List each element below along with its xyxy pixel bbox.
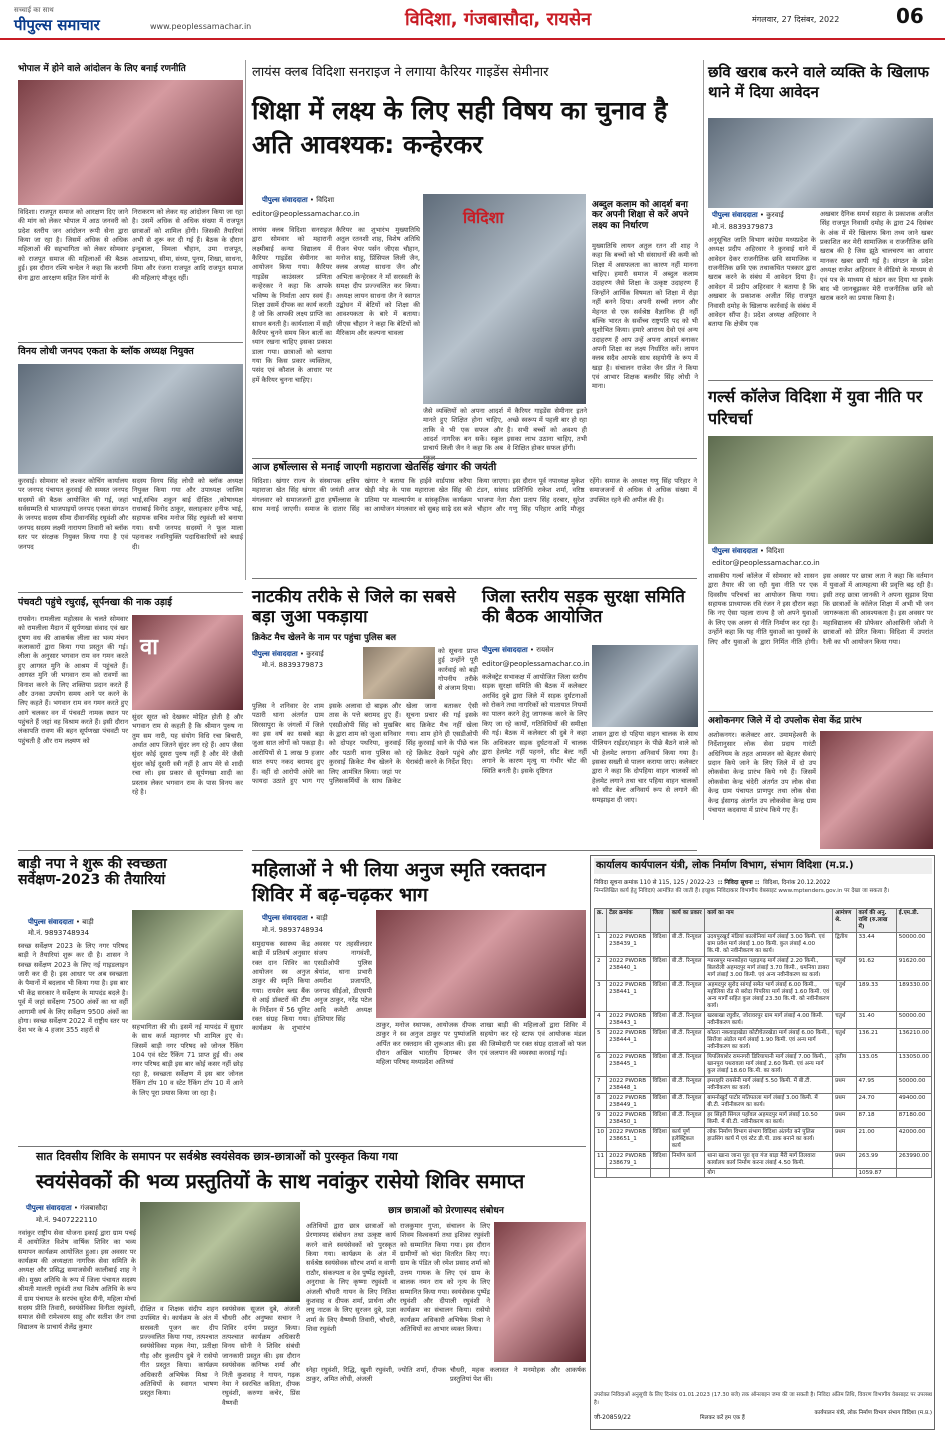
tender-cell: 2022 PWDRB 238440_1 — [607, 956, 650, 980]
byline-phone: मो.नं. 8839379873 — [712, 223, 774, 231]
text-blood-2: ठाकुर, मनोज स्थापक, आयोजक दीपक ठाकुर ने स्व अनुज ठाकुर पर पुष्पांजलि अर्पित कर रक्तदान की शुरूआत की। इस दौरान अखिल भारतीय दिगम्बर जैन महिला परिषद मध्यप्रदेश अतिथ्यां — [376, 1021, 476, 1067]
text-nss-3: स्वयंसेवक सूजल दुबे, अंजली चौधरी और अनुष्का सचान ने शिविर दर्पण प्रस्तुत किया। तत्पश्चात कार्यक्रम अधिकारी विनय सोनी ने शिविर संबंधी जानकारी प्रस्तुत की। इस दौरान स्वयंसेवक कनिष्क शर्मा और निती कुशवाह ने गायन, गढ़क नेमा ने स्वरचित कविता, दीपक रघुवंशी, करुणा कचेर, प्रिंस वैष्णवी — [222, 1305, 300, 1407]
tender-cell: प्रथम — [833, 1151, 856, 1168]
tender-cell: तृतीय — [833, 1052, 856, 1076]
tender-row — [595, 932, 932, 956]
text-road-2: शासन द्वारा दो पहिया वाहन चालक के साथ पीलियन राईडर/वाहन के पीछे बैठने वाले को भी हेलमेट लगाना अनिवार्य किया गया है। इसका सख्ती से पालन कराया जाए। कलेक्टर द्वारा ने कहा कि दोपहिया वाहन चालकों को हेलमेट लगाने तथा चार पहिया वाहन चालकों को सीट बेल्ट अनिवार्य रूप से लगाने की समझाइश दी जाए। — [592, 730, 698, 804]
tender-cell: विदिशा — [650, 932, 669, 956]
tender-cell: विदिशा — [650, 1076, 669, 1093]
tender-header-cell: ई.एम.डी. — [896, 909, 931, 933]
tender-cell: 2022 PWDRB 238439_1 — [607, 932, 650, 956]
tender-row — [595, 1052, 932, 1076]
text-nss-5: राजकुमार गुप्ता, संचालन के लिए शिवम विश्वकर्मा तथा इशिका रघुवंशी को सम्मानित किया गया। इस दौरान ग्रामीणों को चंदा वितरित किए गए। ग्राम के पंडित जी रमेश प्रसाद शर्मा को उत्तम गायक के लिए एवं ग्राम के बालक नमन राय को नृत्य के लिए सम्मानित किया गया। स्वयंसेवक पुष्पेंद्र रघुवंशी और दीपाली रघुवंशी ने कार्यक्रम का संचालन किया। रासेयो कार्यक्रम अधिकारी अभिषेक मिश्रा ने अतिथियों का आभार व्यक्त किया। — [400, 1222, 490, 1333]
tender-cell: 1059.87 — [856, 1168, 896, 1178]
photo-girls-college — [708, 436, 933, 544]
tender-cell: लोक निर्माण विभाग संभाग विदिशा अंतर्गत बने पुलिस हाउसिंग कार्य में एवं स्टेट डी.पी. डाक बनाने का कार्य। — [705, 1127, 833, 1151]
subhead-lions-kalam: अब्दुल कलाम को आदर्श बना कर अपनी शिक्षा से करें अपने लक्ष्य का निर्धारण — [592, 200, 689, 231]
tender-cell: 47.95 — [856, 1076, 896, 1093]
tender-header-cell: जिला — [650, 909, 669, 933]
text-nss-names1: स्नेहा रघुवंशी, रिद्धि, खुशी रघुवंशी, ज्योति शर्मा, दीपक ठाकुर, अमित लोधी, अंजली — [306, 1366, 446, 1384]
photo-road-meeting — [592, 645, 698, 727]
divider — [18, 342, 243, 343]
tender-row — [595, 1028, 932, 1052]
tender-cell: बी.टी. रिन्यूवल — [669, 980, 704, 1011]
tender-cell: चतुर्थ — [833, 980, 856, 1011]
tender-cell: 2022 PWDRB 238448_1 — [607, 1076, 650, 1093]
byline-road: पीपुल्स संवाददाता • रायसेन — [482, 646, 554, 654]
byline-email[interactable]: editor@peoplessamachar.co.in — [252, 210, 360, 218]
tender-cell: थाना खाना जाना पूरा वृत्त गंज बाड़ा मैरी मार्ग तिलवारा कार्यालय कार्य निर्माण करना लंबाई 4.50 किमी. — [705, 1151, 833, 1168]
tender-cell — [896, 1168, 931, 1178]
page-number: 06 — [896, 4, 924, 28]
tender-header-cell: क्र. — [595, 909, 607, 933]
tender-cell: 133050.00 — [896, 1052, 931, 1076]
divider — [18, 1146, 586, 1147]
tender-cell: 136210.00 — [896, 1028, 931, 1052]
byline-name: पीपुल्स संवाददाता — [712, 547, 758, 555]
tender-cell: 2022 PWDRB 238441_1 — [607, 980, 650, 1011]
tender-cell: बी.टी. रिन्यूवल — [669, 1076, 704, 1093]
tender-cell: 189330.00 — [896, 980, 931, 1011]
byline-name: पीपुल्स संवाददाता — [252, 650, 298, 658]
byline-name: पीपुल्स संवाददाता — [262, 914, 308, 922]
text-lions-2: कैरियर का शुभारंभ मुख्यातिथि अतुल रतनशी शाह, विशेष अतिथि रीजन चेयर पर्सन जीएस चौहान, मनोज साहू, प्रिंसिपल लिली जैन, क्लब अध्यक्ष साधना जैन और अभिता कन्हेरकर ने माँ सरस्वती के समक्ष दीप प्रज्ज्वलित कर किया। अध्यक्ष लायन साधना जैन ने स्वागत उद्बोधन में बेटियों को शिक्षा की आवश्यकता के बारे में बताया। जीएस चौहान ने कहा कि बेटियों को मैरिकाम और कल्पना चावला — [336, 226, 420, 337]
photo-ashok — [820, 731, 933, 849]
tender-code: जी-20859/22 — [594, 1414, 631, 1421]
tender-cell: विदिशा — [650, 1093, 669, 1110]
tender-cell: प्रथम — [833, 1076, 856, 1093]
logo-tagline: सच्चाई का साथ — [14, 6, 54, 14]
tender-body — [595, 932, 932, 1178]
photo-complaint — [708, 118, 933, 208]
kicker-lions: लायंस क्लब विदिशा सनराइज ने लगाया कैरियर गाइडेंस सेमीनार — [252, 65, 549, 80]
tender-cell: 136.21 — [856, 1028, 896, 1052]
divider — [18, 850, 243, 851]
text-khangar: विदिशा। खंगार राज्य के संस्थापक क्षत्रिय महाराजा खेत सिंह खंगार की जयंती आज मंगलवार को समाजजनों द्वारा हर्षोल्लास के साथ मनाई जाएगी। समाज के दातार सिंह खंगार ने बताया कि हाईवे वार्डपास करैया खेड़ी मोड़ के पास महाराजा खेत सिंह की प्रतिमा पर माल्यार्पण व सांस्कृतिक कार्यक्रम का आयोजन मंगलवार को सुबह साढ़े दस बजे किया जाएगा। इस दौरान पूर्व नपाध्यक्ष मुकेश टंडन, सांसद प्रतिनिधि राकेश शर्मा, वरिष्ठ भाजपा नेता शैला प्रताप सिंह दरबार, सुरेश चौहान और गणु सिंह परिहार आदि मौजूद रहेंगे। समाज के अध्यक्ष गणु सिंह परिहार ने समाजजनों से अधिक से अधिक संख्या में उपस्थित रहने की अपील की है। — [252, 477, 697, 514]
tender-cell: 50000.00 — [896, 932, 931, 956]
tender-cell: 31.40 — [856, 1011, 896, 1028]
headline-lions[interactable]: शिक्षा में लक्ष्य के लिए सही विषय का चुनाव है अति आवश्यक: कन्हेरकर — [252, 96, 668, 159]
tender-row — [595, 1093, 932, 1110]
tender-cell: बी.टी. रिन्यूवल — [669, 932, 704, 956]
divider — [252, 850, 697, 851]
tender-cell: 4 — [595, 1011, 607, 1028]
tender-cell: विदिशा — [650, 1028, 669, 1052]
text-girls: शासकीय गर्ल्स कॉलेज में सोमवार को शासन द्वारा तैयार की जा रही युवा नीति पर एक दिवसीय परिचर्चा का आयोजन किया गया। सहायक प्राध्यापक रवि रंजन ने इस दौरान कहा कि नए ऐसा पहला राज्य है जो अपने युवाओं के लिए एक अलग से नीति निर्माण कर रहा है। उन्होंने कहा कि यह नीति युवाओं का युवकों के लिए और युवाओं के द्वारा निर्मित नीति होगी। इस अवसर पर छात्रा लता ने कहा कि वर्तमान में युवाओं में आत्महत्या की प्रवृत्ति बढ़ रही है। इसी तरह छात्रा जानकी ने अपना सुझाव दिया कि छात्राओं के कॉलेज शिक्षा में अभी भी जन जागरूकता की आवश्यकता है। इस अवसर पर महाविद्यालय की प्रोफेसर ओआसिनी जोशी ने छात्राओं को प्रेरित किया। विदिशा में उपरांत रैली का भी आयोजन किया गया। — [708, 572, 933, 646]
byline-name: पीपुल्स संवाददाता — [26, 1204, 72, 1212]
tender-cell: विदिशा — [650, 1127, 669, 1151]
photo-gamble — [363, 647, 435, 699]
tender-cell: बी.टी. रिन्यूवल — [669, 1028, 704, 1052]
headline-gamble[interactable]: नाटकीय तरीके से जिले का सबसे बड़ा जुआ पकड़ाया — [252, 587, 456, 627]
text-cleanliness-2: सहभागिता की थी। इसमें नई मापदंड में सुधार के साथ कर्ज महानगर भी शामिल हुए थे। जिसमें बाड़ी नगर परिषद को जोनल रैंकिंग 104 एवं स्टेट रैंकिंग 71 प्राप्त हुई थी। अब नगर परिषद बाड़ी इस बार कोई कसर नहीं छोड़ रहा है, स्वच्छता सर्वेक्षण में इस बार जोनल रैंकिंग टॉप 10 व स्टेट रैंकिंग टॉप 10 में आने के लिए पूरा प्रयास किया जा रहा है। — [132, 1023, 243, 1097]
kicker-nss: सात दिवसीय शिविर के समापन पर सर्वश्रेष्ठ स्वयंसेवक छात्र-छात्राओं को पुरस्कृत किया गया — [36, 1150, 398, 1163]
tender-row — [595, 1168, 932, 1178]
tender-cell: प्रथम — [833, 1127, 856, 1151]
tender-cell — [595, 1168, 607, 1178]
byline-place: बाड़ी — [82, 918, 94, 926]
tender-cell: विदिशा — [650, 1151, 669, 1168]
divider — [252, 458, 697, 459]
tender-table-wrap — [594, 908, 932, 1178]
tender-cell: 10 — [595, 1127, 607, 1151]
tender-cell: 2022 PWDRB 238444_1 — [607, 1028, 650, 1052]
divider — [708, 711, 933, 712]
tender-cell: 189.33 — [856, 980, 896, 1011]
tender-cell — [607, 1168, 650, 1178]
headline-cleanliness[interactable]: बाड़ी नपा ने शुरू की स्वच्छता सर्वेक्षण-2023 की तैयारियां — [18, 856, 167, 889]
tender-cell: 2022 PWDRB 238445_1 — [607, 1052, 650, 1076]
photo-ramlila-text: वा — [140, 635, 158, 660]
text-lions-1: लायंस क्लब विदिशा सनराइज द्वारा सोमवार को महारानी लक्ष्मीबाई कन्या विद्यालय में कैरियर गाइडेंस सेमीनार का आयोजन किया गया। कैरियर गाइडेंस काउंसलर प्रणिता कन्हेरकर ने कहा कि आपके भविष्य के निर्माता आप स्वयं हैं। शिक्षा उसमें दीपक का कार्य करती है जो कि आपकी लक्ष्य प्राप्ति का साधन बनती है। कार्यशाला में सही कैरियर चुनने समय किन बातों का ध्यान रखना चाहिए इसका प्रकाश डाला गया। छात्राओं को बताया गया कि किस प्रकार व्यक्तित्व, पसंद एवं कौशल के आधार पर हमें कैरियर चुनना चाहिए। — [252, 226, 332, 384]
tender-cell: विदिशा — [650, 1052, 669, 1076]
byline-name: पीपुल्स संवाददाता — [482, 646, 528, 654]
tender-row — [595, 956, 932, 980]
tender-cell: बी.टी. रिन्यूवल — [669, 1052, 704, 1076]
byline-nss: पीपुल्स संवाददाता • गंजबासौदा — [26, 1204, 108, 1212]
byline-cleanliness: पीपुल्स संवाददाता • बाड़ी — [28, 918, 94, 926]
byline-phone: मो.नं. 9407222110 — [36, 1216, 98, 1224]
tender-cell: 6 — [595, 1052, 607, 1076]
tender-cell: चतुर्थ — [833, 1028, 856, 1052]
byline-place: गंजबासौदा — [80, 1204, 108, 1212]
photo-cleaning — [132, 910, 243, 1020]
tender-title: कार्यालय कार्यपालन यंत्री, लोक निर्माण विभाग, संभाग विदिशा (म.प्र.) — [594, 858, 932, 874]
photo-seminar-stage — [423, 194, 586, 404]
tender-cell: निर्माण कार्य — [669, 1151, 704, 1168]
tender-cell: हर सिंहरी सिंगल पहाँवल अहमदपुर मार्ग लंबाई 10.50 किमी. में बी.टी. नवीनीकरण का कार्य। — [705, 1110, 833, 1127]
tender-cell: 24.70 — [856, 1093, 896, 1110]
tender-cell: प्रथम — [833, 1110, 856, 1127]
tender-cell — [833, 1168, 856, 1178]
tender-cell: 2022 PWDRB 238443_1 — [607, 1011, 650, 1028]
text-blood-3: शाखा बाड़ी की महिलाओं द्वारा शिविर में सहयोग कर रहे स्टाफ एवं आयोजक मंडल की जिम्मेदारी पर रक्त संग्रह दाताओं को फल एवं जलपान की व्यवस्था करवाई गई। — [480, 1021, 586, 1058]
tender-cell: 2022 PWDRB 238450_1 — [607, 1110, 650, 1127]
headline-nss[interactable]: स्वयंसेवकों की भव्य प्रस्तुतियों के साथ नवांकुर रासेयो शिविर समाप्त — [36, 1169, 525, 1193]
tender-cell: 2022 PWDRB 238449_1 — [607, 1093, 650, 1110]
byline-phone: मो.नं. 9893748934 — [28, 929, 90, 937]
text-blood-1: समुदायक स्वास्थ्य केंद्र बाड़ी में प्रतिवर्ष अनुसार रक्त दान शिविर का आयोजन स्व अनुज ठाकुर की स्मृति किया गया। रायसेन ब्लड बैंक से आई डॉक्टरों की टीम के निर्देशन में 56 यूनिट रक्त संग्रह किया गया। कार्यक्रम के शुभारंभ अवसर पर तहसीलदार संजय नागवंशी, एसडीओपी पुलिस श्रेयांश, थाना प्रभारी अमरीश प्रजापति, जनपद सीईओ, डीएसपी अनुज ठाकुर, नरेंद्र पटेल आदि कमेटी अध्यक्ष होशियार सिंह — [252, 940, 372, 1033]
tender-cell: बी.टी. रिन्यूवल — [669, 1011, 704, 1028]
tender-cell: 33.44 — [856, 932, 896, 956]
photo-jandpad-members — [18, 364, 243, 474]
divider — [708, 380, 933, 381]
subhead-nss: छात्र छात्राओं को प्रेरणास्पद संबोधन — [388, 1206, 504, 1216]
divider — [18, 592, 243, 593]
tender-cell: 263.99 — [856, 1151, 896, 1168]
photo-nss-camp — [140, 1202, 300, 1302]
text-protest-2: निराकरण को लेकर यह आंदोलन किया जा रहा है। उसमें अधिक से अधिक संख्या में राजपूत छात्राओं को शामिल होंगी। जिसकी तैयारियां अभी से शुरू कर दी गई हैं। बैठक के दौरान इन्दुबाला, विमला चौहान, उमा राजपूत, आशाप्रभा, सीमा, संध्या, पूनम, शिखा, साधना, विमा और रंजना राजपूत आदि राजपूत समाज की महिलाएं मौजूद रहीं। — [132, 208, 243, 282]
tender-header-cell: टेंडर क्रमांक — [607, 909, 650, 933]
tender-cell: 5 — [595, 1028, 607, 1052]
photo-seminar-banner: विदिशा — [463, 208, 504, 227]
tender-table — [594, 908, 932, 1178]
tender-slogan: मिलकर करें हम एक हैं — [700, 1415, 745, 1421]
tender-row — [595, 1151, 932, 1168]
headline-ashok[interactable]: अशोकनगर जिले में दो उपलोक सेवा केंद्र प्रारंभ — [708, 716, 862, 726]
tender-cell — [669, 1168, 704, 1178]
text-lions-3: जैसे व्यक्तियों को अपना आदर्श मानते हुए शिक्षित होना चाहिए, ताकि वे भी एक सफल और आदर्श नागरिक बन सकें। स्कूल प्राचार्य लिली जैन ने कहा कि अब — [423, 407, 503, 453]
byline-place: रायसेन — [536, 646, 554, 654]
text-complaint-1: अनुसूचित जाति विभाग कांग्रेस मध्यप्रदेश के अध्यक्ष प्रदीप अहिरवार ने कुरवाई थाने में आवेदन देकर राजनीतिक छवि सामाजिक व राजनीतिक छवि एक तथाकथित पत्रकार द्वारा खराब करने के संबंध में आवेदन दिया है। आवेदन में प्रदीप अहिरवार ने बताया है कि अखबार के प्रकाशक अजीत सिंह राजपूत निवासी दमोह के खिलाफ कार्रवाई के संबंध में आवेदन सौंपा है। प्रदेश अध्यक्ष अहिरवार ने बताया कि क्षेत्रीय एक — [708, 236, 816, 329]
tender-cell: 49400.00 — [896, 1093, 931, 1110]
headline-road[interactable]: जिला स्तरीय सड़क सुरक्षा समिति की बैठक आयोजित — [482, 587, 685, 627]
tender-cell: अहमदपुर सुरोद सांगई समेत भार्ग लंबाई 6.00 किमी., महोलिया रोड से बरोदा पिपरिया मार्ग लंबाई 1.60 किमी. एवं अन्य मार्गों सहित कुल लंबाई 23.30 कि.मी. को नवीनीकरण कार्य। — [705, 980, 833, 1011]
tender-cell: बी.टी. रिन्यूवल — [669, 956, 704, 980]
tender-cell: 91620.00 — [896, 956, 931, 980]
tender-cell: इमराहरि रायसेनी मार्ग लंबाई 5.50 किमी. में बी.टी. नवीनीकरण का कार्य। — [705, 1076, 833, 1093]
tender-cell: 11 — [595, 1151, 607, 1168]
tender-cell: विदिशा — [650, 1011, 669, 1028]
byline-name: पीपुल्स संवाददाता — [262, 196, 308, 204]
tender-cell: 1 — [595, 932, 607, 956]
tender-cell: कार्य पूर्ण इलेक्ट्रिकल कार्य — [669, 1127, 704, 1151]
tender-header-cell: आमंत्रण श्रे. — [833, 909, 856, 933]
byline-email[interactable]: editor@peoplessamachar.co.in — [482, 660, 590, 668]
tender-cell: बी.टी. रिन्यूवल — [669, 1110, 704, 1127]
tender-cell: 50000.00 — [896, 1011, 931, 1028]
tender-row — [595, 1076, 932, 1093]
text-nss-4: अतिथियों द्वारा छात्र छात्राओं को प्रेरणास्पद संबोधन तथा उत्कृष्ट कार्य करने वाले स्वयंसेवकों को पुरस्कृत किया गया। कार्यक्रम के अंत में सर्वश्रेष्ठ स्वयंसेवक सौरभ शर्मा व वाणी राठौर, संकल्पता व देव पुष्पेंद्र रघुवंशी, अनुराधा के लिए कृष्णा रघुवंशी व अंजली चौधरी गायन के लिए नितिश कुशवाह व दीपक शर्मा, प्रार्थना और लघु नाटक के लिए सुरजन दुबे, प्रज्ञा शर्मा के लिए वैष्णवी तिवारी, चौधरी, शिवा रघुवंशी — [306, 1222, 396, 1333]
byline-name: पीपुल्स संवाददाता — [712, 211, 758, 219]
tender-intro: निम्नलिखित कार्य हेतु निविदाएं आमंत्रित की जाती हैं। इच्छुक निविदाकार विभागीय वेबसाइट www.mptenders.gov.in पर देखा जा सकता है। — [594, 888, 890, 894]
tender-cell: बामनोखुर्द पाटोर मतिपतला मार्ग लंबाई 3.00 किमी. में बी.टी. नवीनीकरण का कार्य। — [705, 1093, 833, 1110]
text-gamble-2: को सूचना प्राप्त हुई उन्होंने पूरी कार्रवाई को बड़ी गोपनीय तरीके से अंजाम दिया। — [438, 647, 478, 693]
tender-cell: ग्यारसपुर मानकोहरा पहाड़गढ़ मार्ग लंबाई 2.20 किमी., बिलरोली अहमदपुर मार्ग लंबाई 3.70 किमी., धमनिया डाबरा मार्ग लंबाई 3.00 किमी. एवं अन्य नवीनीकरण का कार्य। — [705, 956, 833, 980]
text-surpanakha-1: रायसेन। रामलीला महोत्सव के चलते सोमवार को रामलीला मैदान में सूर्पणखा संवाद एवं खर दूषण वध की आकर्षक लीला का भव्य मंचन कलाकारों द्वारा किया गया प्रस्तुत की गई। लीला के अनुसार भगवान राम वन गमन करते हुए आगस्त मुनि के आश्रम में पहुंचते हैं। आगस्त मुनि जी भगवान राम को रावणों का विनाश करने के लिए शक्तिया प्रदान करते हैं और उनका उपयोग समय आने पर करने के लिए कहते हैं। भगवान राम वन गमन करते हुए आगे चलकर वन में पंचवटी नामक स्थान पर पहुंचते हैं जहां वह विश्राम करते हैं। इसी दौरान लंकापति रावण की बहन सूर्पणखा पंचवटी पर पहुंचती है और राम लक्ष्मण को — [18, 615, 128, 745]
headline-complaint[interactable]: छवि खराब करने वाले व्यक्ति के खिलाफ थाने में दिया आवेदन — [708, 63, 929, 102]
byline-girls: पीपुल्स संवाददाता • विदिशा — [712, 547, 785, 555]
tender-cell: खरबाखा रघुवीर, जोरावरपुर ग्राम मार्ग लंबाई 4.00 किमी. नवीनीकरण कार्य। — [705, 1011, 833, 1028]
tender-notice-label: :: निविदा सूचना :: — [717, 880, 760, 886]
photo-blood-donation — [376, 910, 586, 1018]
photo-nss-award — [494, 1222, 586, 1362]
tender-notice-line — [594, 878, 932, 886]
tender-cell: कोठरा नकवाड़ाखेडा कोटीचेतरखेडा मार्ग लंबाई 6.00 किमी., सिरोंजा अंडोल मार्ग लंबाई 1.90 किमी. एवं अन्य मार्ग नवीनीकरण का कार्य। — [705, 1028, 833, 1052]
website-url[interactable]: www.peoplessamachar.in — [150, 22, 252, 31]
text-protest-1: विदिशा। राजपूत समाज को आरक्षण दिए जाने की मांग को लेकर भोपाल में आठ जनवरी को प्रदेश स्तरीय जन आंदोलन रूपी सेना द्वारा किया जा रहा है। जिसमें अधिक से अधिक महिलाओं की सहभागिता को लेकर सोमवार को राजपूत समाज की महिलाओं की बैठक हुई। इस दौरान रश्मि चन्देल ने कहा कि करणी सेना द्वारा आरक्षण सहित जिन मांगों के — [18, 208, 128, 282]
tender-cell: विदिशा — [650, 956, 669, 980]
tender-cell: 42000.00 — [896, 1127, 931, 1151]
byline-phone: मो.नं. 8839379873 — [262, 661, 324, 669]
text-ashok: अशोकनगर। कलेक्टर आर. उमामहेश्वरी के निर्देशानुसार लोक सेवा प्रदाय गारंटी अधिनियम के तहत आमजन को बेहतर सेवाएं प्रदान किये जाने के लिए जिले में दो उप लोकसेवा केन्द्र प्रारंभ किये गये हैं। जिसमें लोकसेवा केन्द्र चंदेरी अंतर्गत उप लोक सेवा केन्द्र ग्राम पंचायत प्राणपुर तथा लोक सेवा केन्द्र ईसागढ़ अंतर्गत उप लोकसेवा केन्द्र ग्राम पंचायत कदवाया में प्रारंभ किये गए हैं। — [708, 731, 816, 814]
subhead-gamble: क्रिकेट मैच खेलने के नाम पर पहुंचा पुलिस बल — [252, 633, 397, 643]
tender-cell: 9 — [595, 1110, 607, 1127]
tender-cell: चतुर्थ — [833, 956, 856, 980]
tender-notice-date: विदिशा, दिनांक 20.12.2022 — [763, 880, 831, 886]
byline-place: कुरवाई — [766, 211, 784, 219]
tender-row — [595, 1127, 932, 1151]
tender-cell: विदिशा — [650, 1110, 669, 1127]
tender-notice-number: निविदा सूचना क्रमांक 110 से 115, 125 / 2022-23 — [594, 880, 715, 886]
byline-name: पीपुल्स संवाददाता — [28, 918, 74, 926]
photo-ramlila — [132, 615, 243, 710]
tender-cell: 50000.00 — [896, 1076, 931, 1093]
tender-cell: प्रथम — [833, 1093, 856, 1110]
byline-place: बाड़ी — [316, 914, 328, 922]
text-complaint-2: अखबार दैनिक समर्थ सहारा के प्रकाशक अजीत सिंह राजपूत निवासी दमोह के द्वारा 24 दिसंबर के अंक में मेरे खिलाफ बिना तथ्य जाने खबर प्रकाशित कर मेरी सामाजिक व राजनीतिक छवि खराब की है जिस झूठे चालचरण का आधार मानकर खबर छापी गई है। संगठन के प्रदेश अध्यक्ष राजेश अहिरवार ने वीडियो के माध्यम से एवं पत्र के माध्यम से खंडन कर दिया था इसके बाद भी जानबूझकर मेरी राजनीतिक छवि को खराब करने का प्रयास किया है। — [820, 210, 933, 303]
tender-row — [595, 980, 932, 1011]
text-lions-4: में कैरियर गाइडेंस सेमीनार इतने अच्छे स्वरूप में पहली बार हो रहा है। सभी बच्चों को अवश्य ही इसका लाभ उठाना चाहिए, तभी वे शिक्षित होकर सफल होंगी। — [507, 407, 587, 453]
tender-cell: विदिशा — [650, 980, 669, 1011]
byline-place: विदिशा — [766, 547, 785, 555]
tender-cell — [650, 1168, 669, 1178]
tender-cell: योग — [705, 1168, 833, 1178]
byline-blood: पीपुल्स संवाददाता • बाड़ी — [262, 914, 328, 922]
tender-row — [595, 1011, 932, 1028]
tender-header-cell: कार्य की अनु. राशि (रु.लाख में) — [856, 909, 896, 933]
tender-cell: बी.टी. रिन्यूवल — [669, 1093, 704, 1110]
byline-complaint: पीपुल्स संवाददाता • कुरवाई — [712, 211, 784, 219]
tender-cell: 3 — [595, 980, 607, 1011]
issue-date: मंगलवार, 27 दिसंबर, 2022 — [752, 15, 840, 24]
text-vinay-2: सदस्य विनय सिंह लोधी को ब्लॉक अध्यक्ष नियुक्त किया गया और उपाध्यक्ष जालिम भाई,सचिव शकुन बाई दीक्षित ,कोषाध्यक्ष राधाबाई विनोद ठाकुर, सलाहकार हनीफ भाई, सहायक सचिव मनोज सिंह रघुवंशी को बनाया गया। सभी जनपद सदस्यों ने फूल माला पहनाकर नवनियुक्ति पदाधिकारियों को बधाई दी। — [132, 477, 243, 551]
tender-cell: 263990.00 — [896, 1151, 931, 1168]
tender-cell: द्वितीय — [833, 932, 856, 956]
byline-gamble: पीपुल्स संवाददाता • कुरवाई — [252, 650, 324, 658]
tender-header-cell: कार्य का प्रकार — [669, 909, 704, 933]
text-lions-side: मुख्यातिथि लायन अतुल रतन शी शाह ने कहा कि बच्चों को भी संसाधनों की कमी को शिक्षा में असफलता का कारण नहीं मानना चाहिए। हमारी समाज में अब्दुल कलाम उदाहरण जैसे शिक्षा के उत्कृष्ट उदाहरण हैं जिन्होंने आर्थिक विषमता को शिक्षा में रोड़ा नहीं बनने दिया। अपनी सच्ची लगन और मेहनत से एक सर्वश्रेष्ठ वैज्ञानिक ही नहीं बल्कि भारत के सर्वोच्च राष्ट्रपति पद को भी सुशोभित किया। हमारे आराध्य देवो एवं अन्य उदाहरण हैं आप उन्हें अपना आदर्श बनाकर अपनी शिक्षा का लक्ष्य निर्धारित करें। लायन क्लब सदैव आपके साथ सहयोगी के रूप में खड़ा है। संचालन राजेश जैन प्रीत ने किया एवं आभार शिक्षक बलवीर सिंह लोधी ने माना। — [592, 242, 698, 391]
byline-lions: पीपुल्स संवाददाता • विदिशा — [262, 196, 335, 204]
tender-header-cell: कार्य का नाम — [705, 909, 833, 933]
tender-cell: 87180.00 — [896, 1110, 931, 1127]
column-rule — [245, 60, 246, 580]
byline-place: कुरवाई — [306, 650, 324, 658]
text-vinay-1: कुरवाई। सोमवार को लश्कर कोचिंग कार्यालय पर जनपद पंचायत कुरवाई की समस्त जनपद सदस्यों की बैठक आयोजित की गई, जहां सर्वसम्मति से भाजपाइयों जनपद एकता संगठन के जनपद सदस्य सीमा दीवानसिंह रघुवंशी और जनपद सदस्य लक्ष्मी नारायण तिवारी को ब्लॉक स्तर पर संरक्षक नियुक्त किया गया है एवं जनपद — [18, 477, 128, 551]
photo-women-meeting — [18, 80, 243, 205]
byline-email[interactable]: editor@peoplessamachar.co.in — [712, 559, 820, 567]
tender-cell: उदयपुरखुर्द मंडियां कालोनियां मार्ग लंबाई 3.00 किमी. एवं ग्राम प्रवेश मार्ग लंबाई 1.00 किमी. कुल लंबाई 4.00 कि.मी. को नवीनीकरण का कार्य। — [705, 932, 833, 956]
tender-cell: 8 — [595, 1093, 607, 1110]
text-nss-names2: चौधरी, महक कलावत ने मनमोहक और आकर्षक प्रस्तुतियां पेश कीं। — [450, 1366, 586, 1384]
headline-khangar[interactable]: आज हर्षोल्लास से मनाई जाएगी महाराजा खेतसिंह खंगार की जयंती — [252, 462, 497, 473]
divider — [252, 578, 697, 579]
tender-sign: कार्यपालन यंत्री, लोक निर्माण विभाग संभाग विदिशा (म.प्र.) — [814, 1410, 932, 1416]
tender-cell: पिपलियाशेर रामनगरी डिरियापानी मार्ग लंबाई 7.00 किमी., खानपुरा पथरावला मार्ग लंबाई 2.60 किमी. एवं अन्य मार्ग कुल लंबाई 18.60 कि.मी. का कार्य। — [705, 1052, 833, 1076]
tender-row — [595, 1110, 932, 1127]
column-rule — [703, 60, 704, 820]
section-title: विदिशा, गंजबासौदा, रायसेन — [405, 9, 592, 30]
tender-cell: चतुर्थ — [833, 1011, 856, 1028]
headline-surpanakha[interactable]: पंचवटी पहुंचे रघुराई, सूर्पनखा की नाक उड़ाई — [18, 597, 172, 608]
tender-cell: 91.62 — [856, 956, 896, 980]
newspaper-logo[interactable] — [14, 6, 100, 35]
headline-vinay[interactable]: विनय लोधी जनपद एकता के ब्लॉक अध्यक्ष नियुक्त — [18, 346, 194, 357]
text-gamble: पुलिस ने शनिवार देर शाम पठारी थाना अंतर्गत ग्राम सिरसापुरा के जंगलों में जिले का इस वर्ष का सबसे बड़ा जुआ सात लोगों को पकड़ा है। आरोपियों से 1 लाख 9 हजार सात रुपए नकद बरामद हुए हैं। वहीं दो आरोपी अंधेरे का फायदा उठाते हुए भाग गए इसके अलावा दो बाइक और तास के पत्ते बरामद हुए हैं। एसडीओपी सिंह को मुखबिर के द्वारा शाम को जुआ सनिवार को दोपहर पथरिया, कुरवाई और पठारी थाना पुलिस को कुरवाई क्रिकेट मैच खेलने के लिए आमंत्रित किया। जहां पर पुलिसकर्मियों के साथ क्रिकेट खेला जाना बताकर ऐसी सूचना प्रचार की गई इसके बाद क्रिकेट मैच नहीं खेला गया। शाम होने ही एसडीओपी सिंह कुरवाई थाने के पीछे चल रहे क्रिकेट देखने पहुंचे और घेराबंदी करने के निर्देश दिए। — [252, 702, 478, 785]
headline-protest[interactable]: भोपाल में होने वाले आंदोलन के लिए बनाई रणनीति — [18, 64, 186, 74]
text-nss-2: दीक्षित व शिक्षक संदीप शहन उपस्थित थे। कार्यक्रम के अंत में सरस्वती पूजन कर दीप प्रज्ज्वलित किया गया, तत्पश्चात स्वयंसेविका महक नेमा, प्रतीक्षा गौड़ और कुलदीप दुबे ने रासेयो गीत प्रस्तुत किया। कार्यक्रम अधिकारी अभिषेक मिश्रा ने अतिथियों के स्वागत भाषण प्रस्तुत किया। — [140, 1305, 218, 1398]
byline-place: विदिशा — [316, 196, 335, 204]
tender-footer: उपरोक्त निविदाओं अनुसूची के लिए दिनांक 01.01.2023 (17.30 बजे) तक ऑनलाइन जमा की जा सकती है। निविदा अंतिम तिथि, विवरण विभागीय वेबसाइट पर उपलब्ध है। — [594, 1392, 932, 1406]
headline-blood[interactable]: महिलाओं ने भी लिया अनुज स्मृति रक्तदान शिविर में बढ़-चढ़कर भाग — [252, 859, 546, 906]
tender-cell: 2 — [595, 956, 607, 980]
headline-girls[interactable]: गर्ल्स कॉलेज विदिशा में युवा नीति पर परिचर्चा — [708, 387, 923, 428]
tender-header-row — [595, 909, 932, 933]
byline-phone: मो.नं. 9893748934 — [262, 926, 324, 934]
tender-cell: 133.05 — [856, 1052, 896, 1076]
tender-cell: 2022 PWDRB 238651_1 — [607, 1127, 650, 1151]
tender-cell: 21.00 — [856, 1127, 896, 1151]
logo-text: पीपुल्स समाचार — [14, 16, 100, 34]
text-road: कलेक्ट्रेट सभाकक्ष में आयोजित जिला स्तरीय सड़क सुरक्षा समिति की बैठक में कलेक्टर अरविंद दुबे द्वारा जिले में सड़क दुर्घटनाओं को रोकने तथा नागरिकों को यातायात नियमों का पालन करने हेतु जागरूक करने के लिए किए जा रहे कार्यों, गतिविधियों की समीक्षा की गई। बैठक में कलेक्टर श्री दुबे ने कहा कि अधिकतर सड़क दुर्घटनाओं में चालक द्वारा हेलमेट नहीं पहनने, सीट बेल्ट नहीं लगाने के कारण मृत्यु या गंभीर चोट की स्थिति बनती है। इसके दृष्टिगत — [482, 673, 587, 775]
text-surpanakha-2: सुंदर सूरत को देखकर मोहित होती है और भगवान राम से कहती है कि श्रीमान पुरुष ना तुम सम नारी, यह संयोग विधि रचा बिचारी, अर्थात आप जितने सुंदर लग रहे हैं। आप जैसा सुंदर कोई दूसरा पुरुष नहीं है और मेरे जैसी सुंदर कोई दूसरी स्त्री नहीं है आप मेरे से शादी रचा लो। इस प्रकार से सूर्पणखा शादी का प्रस्ताव लेकर भगवान राम के पास विनय कर रहे है। — [132, 713, 243, 796]
tender-cell: 87.18 — [856, 1110, 896, 1127]
text-cleanliness-1: स्वच्छ सर्वेक्षण 2023 के लिए नगर परिषद बाड़ी ने तैयारियां शुरू कर दी है। शासन ने स्वच्छ सर्वेक्षण 2023 के लिए नई गाइडलाइन जारी कर दी है। इस आधार पर अब स्वच्छता के पैमानों में बदलाव भी किया गया है। इस बार भी केंद्र सरकार ने सर्वेक्षण के मापदंड बदले है। पूर्व में जहां सर्वेक्षण 7500 अंकों का था वहीं आगामी वर्ष के लिए सर्वेक्षण 9500 अंकों का होगा। स्वच्छ सर्वेक्षण 2022 में राष्ट्रीय स्तर पर देश भर के 4 हजार 355 शहरों से — [18, 942, 128, 1035]
tender-cell: 2022 PWDRB 238679_1 — [607, 1151, 650, 1168]
text-nss-1: नवांकुर राष्ट्रीय सेवा योजना इकाई द्वारा ग्राम पचई में आयोजित विशेष वार्षिक शिविर का भव्य समापन कार्यक्रम आयोजित हुआ। इस अवसर पर कार्यक्रम की अध्यक्षता नागरिक सेवा समिति के अध्यक्ष और प्रसिद्ध समाजसेवी कालीबाई शाह ने की। मुख्य अतिथि के रूप में जिला पंचायत सदस्य श्रीमती मालती रघुवंशी तथा विशेष अतिथि के रूप में ग्राम पंचायत के सरपंच सुरेश सैनी, महिला मोर्चा सदस्य प्रीति तिवारी, स्वयंसेविका विनीता रघुवंशी, समाज सेवी रामेश्वरम साहू और सतीश जैन तथा विद्यालय के प्राचार्य शैलेंद्र कुमार — [18, 1229, 136, 1331]
tender-cell: 7 — [595, 1076, 607, 1093]
